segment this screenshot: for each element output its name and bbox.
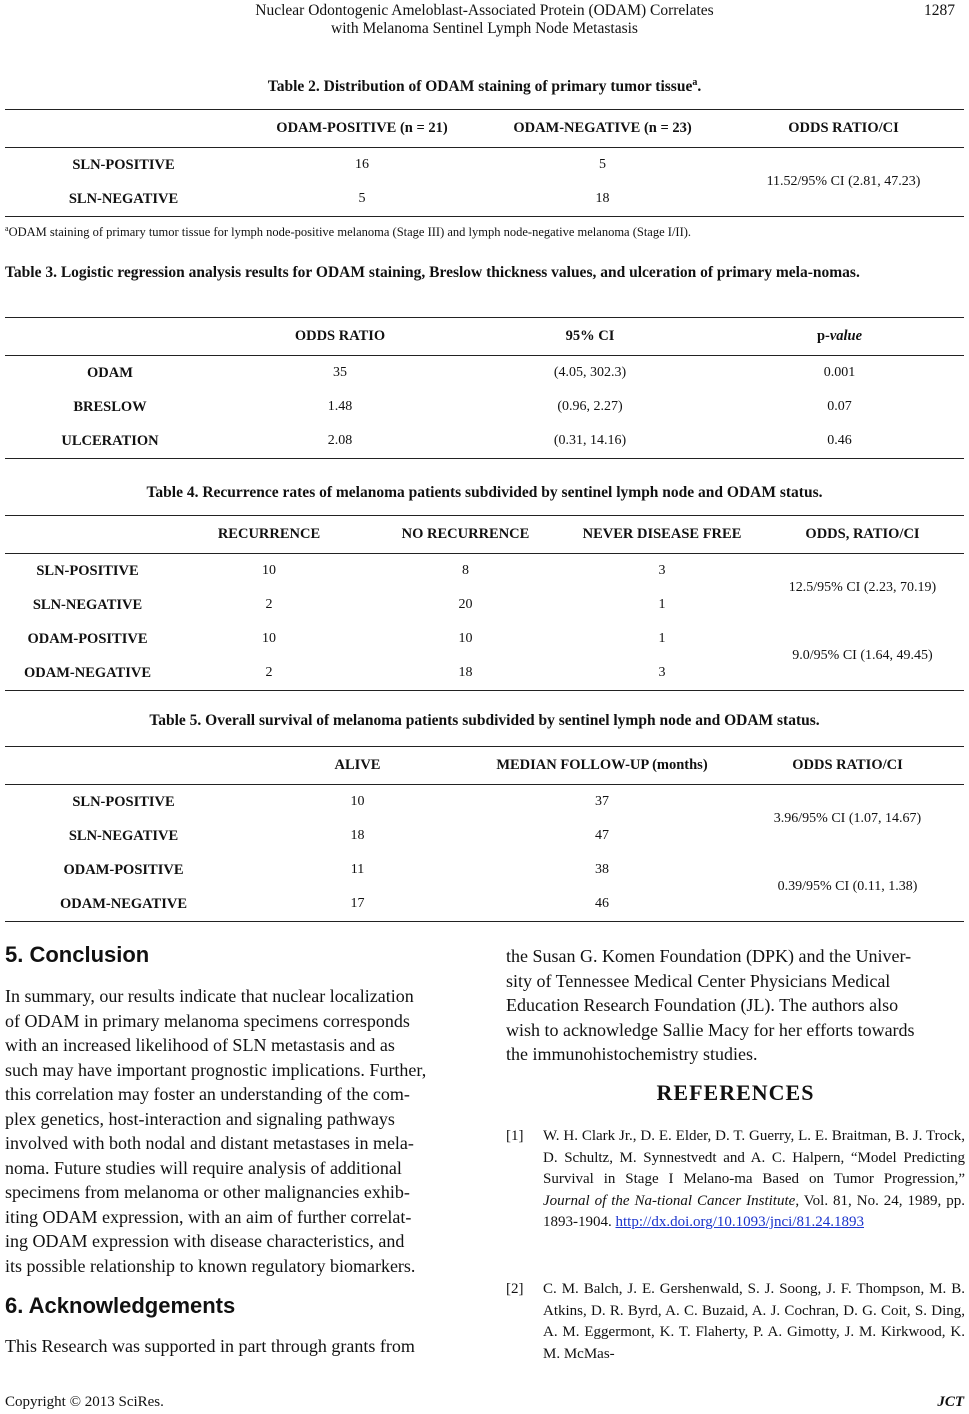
table5-header-cell: ALIVE: [242, 747, 473, 785]
table-cell: 5: [242, 182, 482, 217]
table4-header-row: [5, 516, 964, 554]
table-cell: 1: [658, 631, 666, 646]
odds-ratio-cell: 12.5/95% CI (2.23, 70.19): [788, 580, 937, 595]
table-cell: 10: [262, 563, 276, 578]
table-row: [5, 390, 964, 424]
table-cell: 46: [473, 887, 731, 922]
table3: [5, 317, 964, 459]
table5-header-cell: [5, 747, 242, 785]
row-label: ODAM: [87, 364, 133, 381]
text-line: the immunohistochemistry studies.: [506, 1044, 758, 1064]
text-line: such may have important prognostic implications. Further,: [5, 1059, 427, 1080]
reference-item: [506, 1126, 965, 1234]
table2-header-cell: [5, 110, 242, 148]
table3-caption: Table 3. Logistic regression analysis results for ODAM staining, Breslow thickness values, and ulceration of primary mela-nomas.: [5, 264, 860, 281]
table2-header-cell: ODAM-NEGATIVE (n = 23): [482, 110, 723, 148]
table3-header-row: [5, 318, 964, 356]
conclusion-body: [5, 984, 463, 1278]
table4-header-cell: [5, 516, 170, 554]
table-cell: 2: [265, 597, 273, 612]
table3-header-cell: [5, 318, 215, 356]
table-row: [5, 148, 964, 183]
reference-text: , Vol. 81, No. 24, 1989, pp. 1893-1904.: [543, 1192, 965, 1230]
table-cell: 1.48: [327, 399, 353, 414]
table-cell: 0.07: [827, 399, 852, 414]
table5: [5, 746, 964, 922]
table3-header-cell: [715, 318, 964, 356]
table4-header-cell: NEVER DISEASE FREE: [563, 516, 761, 554]
table-cell: 8: [462, 563, 469, 578]
row-label: ODAM-POSITIVE: [27, 630, 148, 647]
table-cell: 18: [350, 828, 365, 843]
table-cell: 37: [595, 794, 609, 809]
table5-header-cell: ODDS RATIO/CI: [731, 747, 964, 785]
pvalue-prefix: p-: [816, 328, 830, 344]
text-line: involved with both nodal and distant metastases in mela-: [5, 1133, 414, 1153]
footer-copyright: Copyright © 2013 SciRes.: [5, 1394, 164, 1410]
row-label: SLN-POSITIVE: [72, 793, 175, 810]
text-line: sity of Tennessee Medical Center Physicians Medical: [506, 970, 891, 991]
footer-journal: JCT: [937, 1394, 964, 1410]
text-line: the Susan G. Komen Foundation (DPK) and the Univer-: [506, 946, 912, 966]
table-cell: (4.05, 302.3): [553, 365, 627, 380]
odds-ratio-cell: 11.52/95% CI (2.81, 47.23): [723, 148, 964, 217]
page-number: 1287: [924, 2, 955, 19]
row-label: ODAM-POSITIVE: [63, 861, 184, 878]
reference-item: [506, 1279, 965, 1365]
table2-header-row: [5, 110, 964, 148]
acknowledgements-body-left: This Research was supported in part through grants from: [5, 1336, 415, 1356]
table-cell: 0.001: [823, 365, 856, 380]
table4-header-cell: ODDS, RATIO/CI: [761, 516, 964, 554]
text-line: its possible relationship to known regulatory biomarkers.: [5, 1255, 416, 1276]
table5-header-cell: MEDIAN FOLLOW-UP (months): [473, 747, 731, 785]
row-label: SLN-NEGATIVE: [32, 596, 143, 613]
table2-header-cell: ODAM-POSITIVE (n = 21): [242, 110, 482, 148]
table2-caption-sup: a: [692, 77, 698, 88]
table4-caption: Table 4. Recurrence rates of melanoma patients subdivided by sentinel lymph node and ODAM status.: [146, 484, 823, 501]
table-cell: (0.96, 2.27): [557, 399, 623, 414]
text-line: Education Research Foundation (JL). The authors also: [506, 995, 899, 1015]
table-cell: 10: [350, 794, 365, 809]
table-cell: 3: [658, 563, 666, 578]
table-cell: 18: [482, 182, 723, 217]
table-cell: 11: [350, 862, 365, 877]
table-cell: 2.08: [215, 424, 465, 459]
table-cell: 35: [333, 365, 347, 380]
text-line: this correlation may foster an understanding of the com-: [5, 1084, 410, 1104]
table2-caption-end: .: [697, 78, 702, 96]
table-row: [5, 356, 964, 391]
table-row: [5, 554, 964, 589]
row-label: ODAM-NEGATIVE: [5, 656, 170, 691]
table4-header-cell: RECURRENCE: [170, 516, 368, 554]
table-cell: (0.31, 14.16): [465, 424, 715, 459]
footnote-text: ODAM staining of primary tumor tissue for lymph node-positive melanoma (Stage III) and lymph node-negative melanoma (Stage I/II).: [8, 225, 692, 240]
text-line: of ODAM in primary melanoma specimens corresponds: [5, 1010, 410, 1031]
acknowledgements-body-right: [506, 944, 965, 1067]
table-cell: 47: [595, 828, 609, 843]
reference-body: [543, 1126, 965, 1234]
table-row: [5, 785, 964, 820]
table-row: [5, 853, 964, 887]
reference-text: W. H. Clark Jr., D. E. Elder, D. T. Guerry, L. E. Braitman, B. J. Trock, D. Schultz, M. Synnestvedt and A. C. Halpern, “Model Predicting Survival in Stage I Melano-ma Based on Tumor Progression,”: [543, 1128, 965, 1187]
table2: [5, 109, 964, 217]
table-cell: 0.46: [715, 424, 964, 459]
row-label: SLN-NEGATIVE: [5, 182, 242, 217]
text-line: specimens from melanoma or other malignancies exhib-: [5, 1182, 410, 1202]
row-label: ODAM-NEGATIVE: [5, 887, 242, 922]
pvalue-italic: value: [829, 328, 863, 344]
table-cell: 5: [599, 157, 606, 172]
row-label: BRESLOW: [73, 398, 147, 415]
text-line: with an increased likelihood of SLN metastasis and as: [5, 1035, 395, 1055]
table4-header-cell: NO RECURRENCE: [368, 516, 563, 554]
text-line: wish to acknowledge Sallie Macy for her efforts towards: [506, 1019, 915, 1040]
running-header: [0, 0, 969, 40]
row-label: SLN-POSITIVE: [36, 562, 139, 579]
header-title-line1: Nuclear Odontogenic Ameloblast-Associated Protein (ODAM) Correlates: [255, 2, 714, 19]
table-cell: 2: [170, 656, 368, 691]
odds-ratio-cell: 0.39/95% CI (0.11, 1.38): [731, 853, 964, 922]
row-label: SLN-NEGATIVE: [68, 827, 179, 844]
table-cell: 16: [355, 157, 369, 172]
table2-footnote: [5, 224, 691, 240]
table5-caption: Table 5. Overall survival of melanoma patients subdivided by sentinel lymph node and ODAM status.: [149, 712, 820, 729]
table-cell: 10: [458, 631, 473, 646]
table3-header-cell: 95% CI: [465, 318, 715, 356]
table-cell: 10: [262, 631, 276, 646]
row-label: SLN-POSITIVE: [72, 156, 175, 173]
table5-header-row: [5, 747, 964, 785]
table2-header-cell: ODDS RATIO/CI: [723, 110, 964, 148]
table-cell: 20: [458, 597, 473, 612]
header-title-line2: with Melanoma Sentinel Lymph Node Metastasis: [331, 20, 638, 37]
table4: [5, 515, 964, 691]
table-cell: 17: [242, 887, 473, 922]
reference-journal: Journal of the Na-tional Cancer Institute: [543, 1192, 796, 1209]
text-line: plex genetics, host-interaction and signaling pathways: [5, 1108, 395, 1129]
text-line: noma. Future studies will require analysis of additional: [5, 1157, 402, 1178]
table-row: [5, 424, 964, 459]
odds-ratio-cell: 9.0/95% CI (1.64, 49.45): [761, 622, 964, 691]
reference-number: [1]: [506, 1128, 524, 1144]
references-heading: REFERENCES: [656, 1080, 815, 1105]
table-row: [5, 622, 964, 656]
text-line: iting ODAM expression, with an aim of further correlat-: [5, 1206, 412, 1227]
text-line: In summary, our results indicate that nuclear localization: [5, 986, 414, 1006]
text-line: ing ODAM expression with disease characteristics, and: [5, 1231, 405, 1251]
table-cell: 1: [658, 597, 666, 612]
table2-caption-text: Table 2. Distribution of ODAM staining of primary tumor tissue: [267, 78, 693, 96]
table-cell: 18: [368, 656, 563, 691]
footnote-sup: a: [5, 224, 9, 233]
odds-ratio-cell: 3.96/95% CI (1.07, 14.67): [773, 811, 922, 826]
reference-doi-link[interactable]: http://dx.doi.org/10.1093/jnci/81.24.1893: [615, 1214, 864, 1230]
conclusion-heading: 5. Conclusion: [5, 942, 150, 967]
table2-caption: [0, 77, 969, 96]
table-cell: 3: [563, 656, 761, 691]
table3-header-cell: ODDS RATIO: [215, 318, 465, 356]
reference-body: C. M. Balch, J. E. Gershenwald, S. J. Soong, J. F. Thompson, M. B. Atkins, D. R. Byrd, A. C. Buzaid, A. J. Cochran, D. G. Coit, S. Ding, A. M. Eggermont, K. T. Flaherty, P. A. Gimotty, J. M. Kirkwood, K. M. McMas-: [543, 1281, 965, 1362]
row-label: ULCERATION: [5, 424, 215, 459]
reference-number: [2]: [506, 1281, 524, 1297]
acknowledgements-heading: 6. Acknowledgements: [5, 1293, 236, 1318]
table-cell: 38: [595, 862, 609, 877]
